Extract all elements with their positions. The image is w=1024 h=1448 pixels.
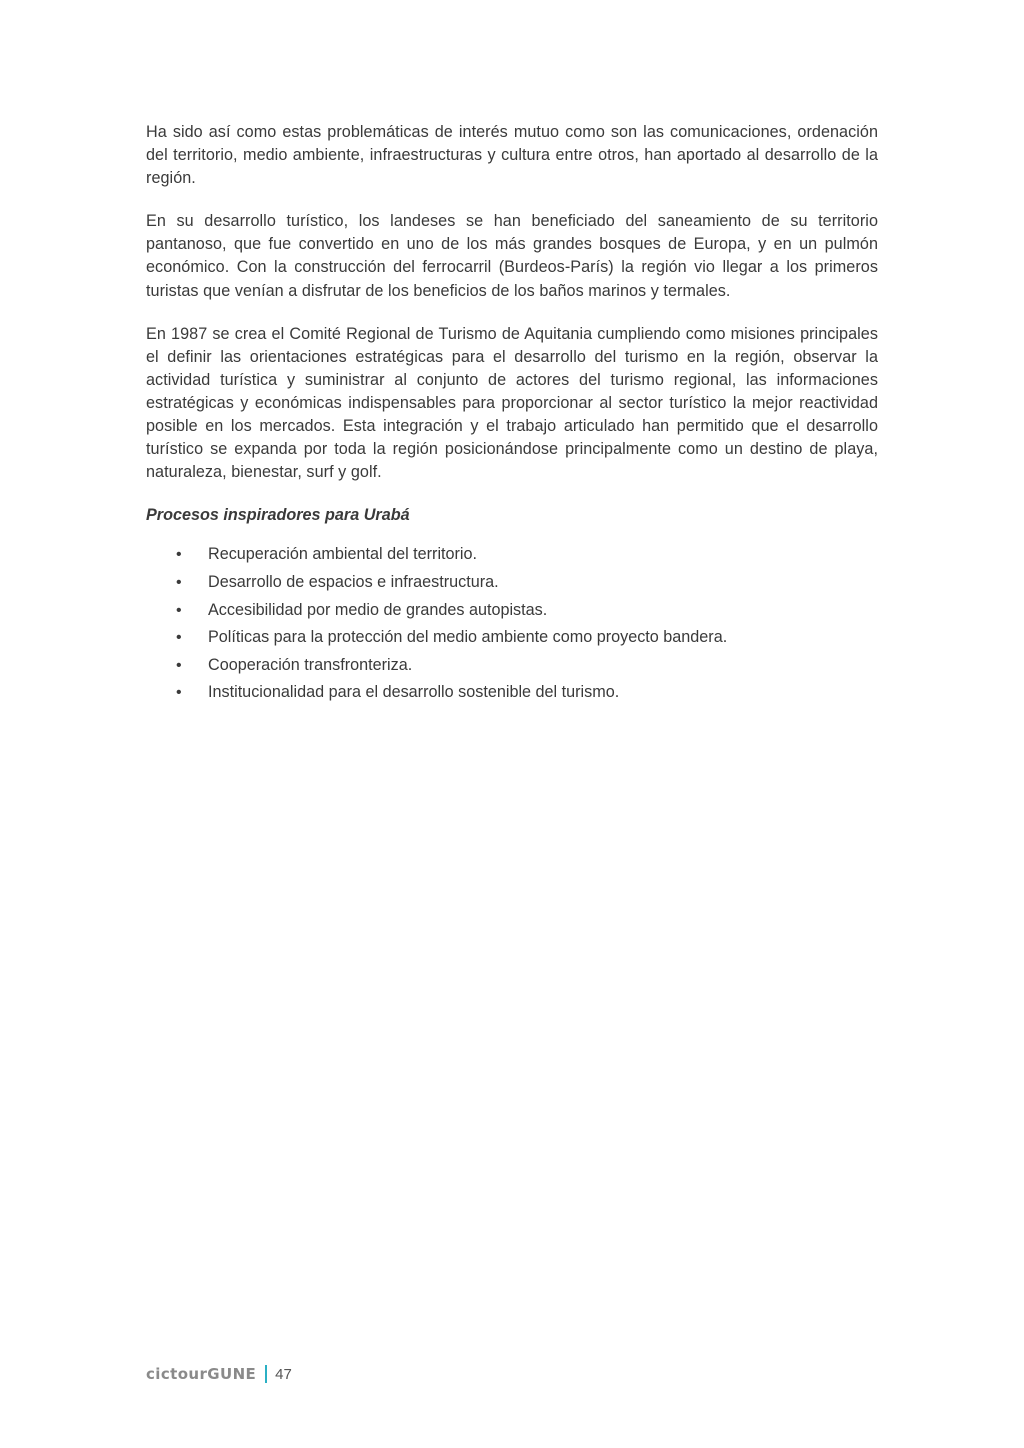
list-item xyxy=(146,597,878,625)
bullet-icon: • xyxy=(176,573,182,591)
bullet-icon: • xyxy=(176,629,182,647)
footer-separator xyxy=(265,1365,267,1383)
list-item-text: Accesibilidad por medio de grandes autopistas. xyxy=(208,600,548,619)
list-item-text: Institucionalidad para el desarrollo sostenible del turismo. xyxy=(208,683,620,702)
list-item xyxy=(146,652,878,680)
list-item-text: Cooperación transfronteriza. xyxy=(208,655,413,674)
paragraph: En 1987 se crea el Comité Regional de Turismo de Aquitania cumpliendo como misiones principales el definir las orientaciones estratégicas para el desarrollo del turismo en la región, observar la actividad turística y suministrar al conjunto de actores del turismo regional, las informaciones estratégicas y económicas indispensables para proporcionar al sector turístico la mejor reactividad posible en los mercados. Esta integración y el trabajo articulado han permitido que el desarrollo turístico se expanda por toda la región posicionándose principalmente como un destino de playa, naturaleza, bienestar, surf y golf. xyxy=(146,324,878,482)
page-number: 47 xyxy=(275,1365,292,1383)
list-item xyxy=(146,541,878,569)
page-footer xyxy=(146,1361,292,1387)
list-item-text: Políticas para la protección del medio ambiente como proyecto bandera. xyxy=(208,628,728,647)
bullet-icon: • xyxy=(176,656,182,674)
bullet-icon: • xyxy=(176,684,182,702)
list-item-text: Recuperación ambiental del territorio. xyxy=(208,545,478,564)
paragraph: Ha sido así como estas problemáticas de interés mutuo como son las comunicaciones, ordenación del territorio, medio ambiente, infraestructuras y cultura entre otros, han aportado al desarrollo de la región. xyxy=(146,123,878,188)
paragraph: En su desarrollo turístico, los landeses se han beneficiado del saneamiento de su territorio pantanoso, que fue convertido en uno de los más grandes bosques de Europa, y en un pulmón económico. Con la construcción del ferrocarril (Burdeos-París) la región vio llegar a los primeros turistas que venían a disfrutar de los beneficios de los baños marinos y termales. xyxy=(146,212,878,300)
bullet-icon: • xyxy=(176,601,182,619)
bullet-icon: • xyxy=(176,546,182,564)
footer-logo: cictourGUNE xyxy=(146,1365,257,1383)
list-item-text: Desarrollo de espacios e infraestructura. xyxy=(208,572,499,591)
list-item xyxy=(146,624,878,652)
list-item xyxy=(146,679,878,707)
bullet-list xyxy=(146,541,878,707)
list-item xyxy=(146,569,878,597)
section-subheading: Procesos inspiradores para Urabá xyxy=(146,506,410,525)
document-body xyxy=(146,121,878,707)
